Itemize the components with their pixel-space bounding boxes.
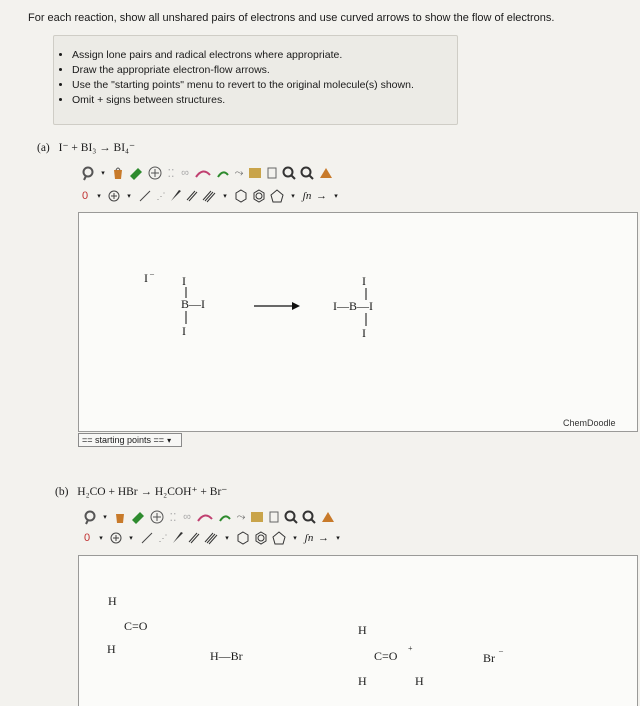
bromide-ion: Br	[483, 651, 495, 665]
double-bond-icon[interactable]	[188, 530, 200, 546]
zoom-in-icon[interactable]	[284, 509, 298, 525]
hashed-bond-icon[interactable]: ⋰	[158, 532, 168, 543]
chevron-down-icon: ▾	[167, 435, 172, 445]
part-b-heading	[55, 484, 227, 498]
dropdown-caret-icon[interactable]: ▾	[101, 170, 105, 177]
chemdoodle-brand: ChemDoodle	[563, 418, 616, 428]
lone-pair-icon[interactable]: ⁚⁚	[167, 167, 175, 180]
single-arrow-icon[interactable]	[218, 509, 232, 525]
dropdown-caret-icon[interactable]: ▾	[223, 193, 227, 200]
radical-icon[interactable]: ∞	[183, 511, 191, 523]
arrowhead	[292, 302, 300, 310]
mechanism-icon[interactable]: ⤳	[236, 510, 246, 523]
starting-points-label: == starting points ==	[82, 435, 165, 445]
product-h-oxygen: H	[415, 674, 424, 688]
toolbar-b-row2	[82, 530, 343, 546]
bi3-bottom-i: I	[182, 324, 186, 338]
bi3-top-i: I	[182, 274, 186, 288]
dropdown-caret-icon[interactable]: ▾	[127, 193, 131, 200]
hint-item: • Draw the appropriate electron-flow arrows.	[72, 63, 457, 78]
bi4-top-i: I	[362, 274, 366, 288]
charge-plus: +	[408, 644, 413, 653]
bi3-b-i: B—I	[181, 297, 205, 311]
iodide-ion: I	[144, 271, 148, 285]
toolbar-b-row1	[82, 509, 336, 525]
dropdown-caret-icon[interactable]: ▾	[103, 514, 107, 521]
instructions-text: For each reaction, show all unshared pairs of electrons and use curved arrows to show the flow of electrons.	[28, 12, 555, 24]
dropdown-caret-icon[interactable]: ▾	[99, 535, 103, 542]
triple-bond-icon[interactable]	[204, 530, 218, 546]
zoom-out-icon[interactable]	[302, 509, 316, 525]
dropdown-caret-icon[interactable]: ▾	[291, 193, 295, 200]
formaldehyde-carbonyl: C=O	[124, 619, 148, 633]
charge-minus: –	[150, 269, 154, 278]
charge-plus-icon[interactable]	[150, 509, 164, 525]
part-a-label: (a)	[37, 142, 50, 154]
bi4-row: I—B—I	[333, 299, 373, 313]
product-h-top: H	[358, 623, 367, 637]
dropdown-caret-icon[interactable]: ▾	[129, 535, 133, 542]
lone-pair-icon[interactable]: ⁚⁚	[169, 511, 177, 524]
arrow-tool-icon[interactable]: →	[318, 532, 329, 544]
charge-value[interactable]: 0	[83, 532, 91, 544]
mechanism-icon[interactable]: ⤳	[234, 166, 244, 179]
dropdown-caret-icon[interactable]: ▾	[293, 535, 297, 542]
product-carbonyl: C=O	[374, 649, 398, 663]
plus-circle-icon[interactable]	[110, 530, 122, 546]
charge-value[interactable]: 0	[81, 190, 89, 202]
single-bond-icon[interactable]	[140, 530, 154, 546]
formaldehyde-h-top: H	[108, 594, 117, 608]
wedge-bond-icon[interactable]	[172, 530, 184, 546]
eraser-icon[interactable]	[130, 509, 146, 525]
arrow-tool-icon[interactable]: →	[316, 190, 327, 202]
lasso-icon[interactable]	[82, 509, 96, 525]
chain-icon[interactable]: ʃn	[304, 532, 314, 544]
bucket-icon[interactable]	[114, 509, 126, 525]
help-tool-icon[interactable]	[320, 509, 336, 525]
dropdown-caret-icon[interactable]: ▾	[336, 535, 340, 542]
part-b-equation: H₂CO + HBr → H₂COH⁺ + Br⁻	[77, 486, 228, 498]
chain-icon[interactable]: ʃn	[302, 190, 312, 202]
radical-icon[interactable]: ∞	[181, 167, 189, 179]
hashed-bond-icon[interactable]: ⋰	[156, 190, 166, 201]
hbr-molecule: H—Br	[210, 649, 243, 663]
cyclopentane-icon[interactable]	[272, 530, 286, 546]
bi4-bottom-i: I	[362, 326, 366, 340]
copy-icon[interactable]	[268, 509, 280, 525]
hint-item: • Assign lone pairs and radical electrons where appropriate.	[72, 48, 457, 63]
cyclohexane-icon[interactable]	[236, 530, 250, 546]
benzene-icon[interactable]	[254, 530, 268, 546]
starting-points-select[interactable]	[78, 433, 182, 447]
dropdown-caret-icon[interactable]: ▾	[225, 535, 229, 542]
part-b-label: (b)	[55, 486, 69, 498]
hint-item: • Use the "starting points" menu to revert to the original molecule(s) shown.	[72, 78, 457, 93]
formaldehyde-h-bottom: H	[107, 642, 116, 656]
dropdown-caret-icon[interactable]: ▾	[334, 193, 338, 200]
hint-item: • Omit + signs between structures.	[72, 93, 457, 108]
part-a-equation: I⁻ + BI₃ → BI₄⁻	[58, 142, 136, 154]
clean-icon[interactable]	[250, 509, 264, 525]
curved-arrow-icon[interactable]	[196, 509, 214, 525]
charge-minus: –	[499, 646, 503, 655]
product-h-bottom: H	[358, 674, 367, 688]
dropdown-caret-icon[interactable]: ▾	[97, 193, 101, 200]
